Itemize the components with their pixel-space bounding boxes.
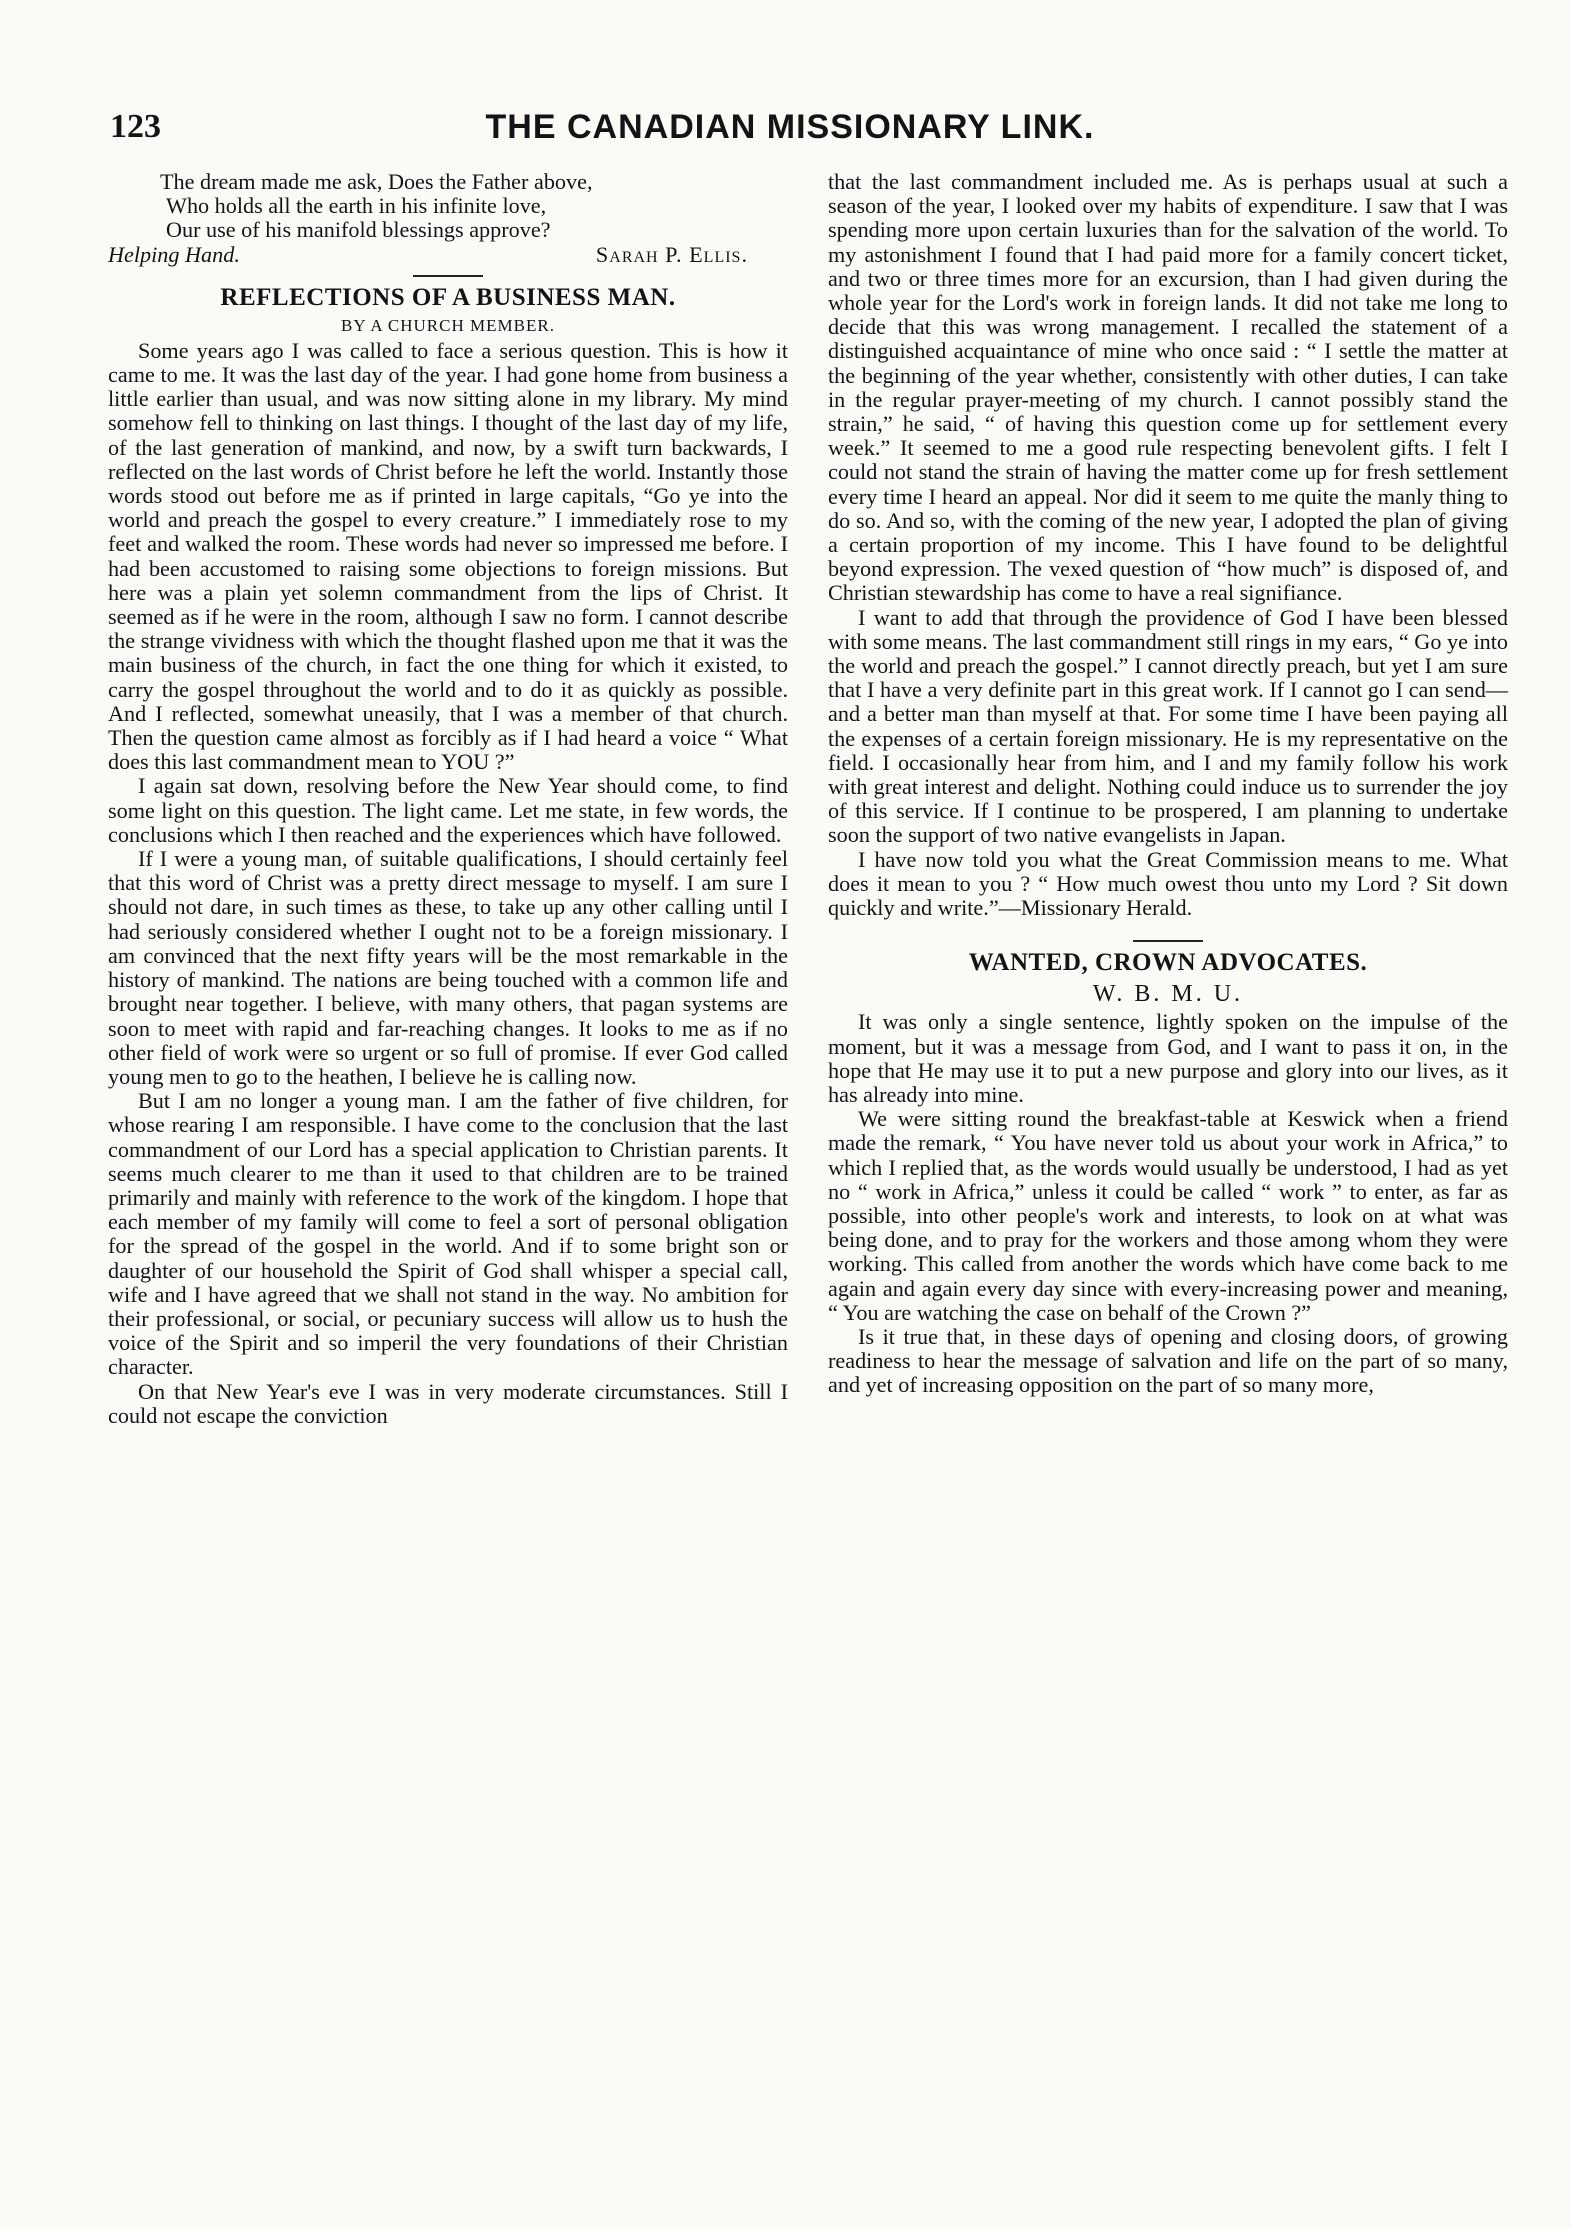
article-paragraph: Some years ago I was called to face a serious question. This is how it came to me. It was the last day of the year. I had gone home from business a little earlier than usual, and was now sitting alone in my library. My mind somehow fell to thinking on last things. I thought of the last day of my life, of the last generation of mankind, and now, by a swift turn backwards, I reflected on the last words of Christ before he left the world. Instantly those words stood out before me as if printed in large capitals, “Go ye into the world and preach the gospel to every creature.” I immediately rose to my feet and walked the room. These words had never so impressed me before. I had been accustomed to raising some objections to foreign missions. But here was a plain yet solemn commandment from the lips of Christ. It seemed as if he were in the room, although I saw no form. I cannot describe the strange vividness with which the thought flashed upon me that it was the main business of the church, in fact the one thing for which it existed, to carry the gospel throughout the world and to do it as quickly as possible. And I reflected, somewhat uneasily, that I was a member of that church. Then the question came almost as forcibly as if I had heard a voice “ What does this last commandment mean to YOU ?” xyxy=(108,337,788,775)
section-gap xyxy=(828,920,1508,938)
article-paragraph: We were sitting round the breakfast-table at Keswick when a friend made the remark, “ You have never told us about your work in Africa,” to which I replied that, as the words would usually be understood, I had as yet no “ work in Africa,” unless it could be called “ work ” to enter, as far as possible, into other people's work and interests, to look on at what was being done, and to pray for the workers and those among whom they were working. This called from another the words which have come back to me again and again every day since with every-increasing power and meaning, “ You are watching the case on behalf of the Crown ?” xyxy=(828,1106,1508,1325)
poem-source: Helping Hand. xyxy=(108,241,240,267)
article-paragraph: But I am no longer a young man. I am the father of five children, for whose rearing I am responsible. I have come to the conclusion that the last commandment of our Lord has a special application to Christian parents. It seems much clearer to me than it used to that children are to be trained primarily and mainly with reference to the work of the kingdom. I hope that each member of my family will come to feel a sort of personal obligation for the spread of the gospel in the world. And if to some bright son or daughter of our household the Spirit of God shall whisper a special call, wife and I have agreed that we shall not stand in the way. No ambition for their professional, or social, or pecuniary success will allow us to hush the voice of the Spirit and so imperil the very foundations of their Christian character. xyxy=(108,1088,788,1380)
poem-author: Sarah P. Ellis. xyxy=(595,241,748,267)
poem-line: The dream made me ask, Does the Father above, xyxy=(160,169,593,194)
article-paragraph: If I were a young man, of suitable qualifications, I should certainly feel that this word of Christ was a pretty direct message to myself. I am sure I should not dare, in such times as these, to take up any other calling until I had seriously considered whether I ought not to be a foreign missionary. I am convinced that the next fifty years will be the most remarkable in the history of mankind. The nations are being touched with a common life and brought near together. I believe, with many others, that pagan systems are soon to meet with rapid and far-reaching changes. It looks to me as if no other field of work were so urgent or so full of promise. If ever God called young men to go to the heathen, I believe he is calling now. xyxy=(108,846,788,1089)
section-divider xyxy=(1133,940,1203,942)
article-paragraph: I have now told you what the Great Commission means to me. What does it mean to you ? “ How much owest thou unto my Lord ? Sit down quickly and write.”—Missionary Herald. xyxy=(828,846,1508,921)
poem-fragment xyxy=(108,170,788,267)
article-paragraph-continuation: that the last commandment included me. As is perhaps usual at such a season of the year, I looked over my habits of expenditure. I saw that I was spending more upon certain luxuries than for the salvation of the world. To my astonishment I found that I had paid more for a family concert ticket, and two or three times more for an excursion, than I had given during the whole year for the Lord's work in foreign lands. It did not take me long to decide that this was wrong management. I recalled the statement of a distinguished acquaintance of mine who once said : “ I settle the matter at the beginning of the year whether, consistently with other duties, I can take in the regular prayer-meeting of my church. I cannot possibly stand the strain,” he said, “ of having this question come up for settlement every week.” It seemed to me a good rule respecting benevolent gifts. I felt I could not stand the strain of having the matter come up for fresh settlement every time I heard an appeal. Nor did it seem to me quite the manly thing to do so. And so, with the coming of the new year, I adopted the plan of giving a certain proportion of my income. This I have found to be delightful beyond expression. The vexed question of “how much” is disposed of, and Christian stewardship has come to have a real signifiance. xyxy=(828,169,1508,606)
article-paragraph-continued: On that New Year's eve I was in very moderate circumstances. Still I could not escape the conviction xyxy=(108,1378,788,1428)
page-number: 123 xyxy=(110,108,161,145)
article-title: REFLECTIONS OF A BUSINESS MAN. xyxy=(220,283,676,311)
poem-line: Who holds all the earth in his infinite love, xyxy=(166,193,547,219)
left-column xyxy=(108,170,788,1428)
article-paragraph: It was only a single sentence, lightly spoken on the impulse of the moment, but it was a message from God, and I want to pass it on, in the hope that He may use it to put a new purpose and glory into our lives, as it has already into mine. xyxy=(828,1009,1508,1107)
article-paragraph: I again sat down, resolving before the New Year should come, to find some light on this question. The light came. Let me state, in few words, the conclusions which I then reached and the experiences which have followed. xyxy=(108,773,788,847)
poem-line: Our use of his manifold blessings approve? xyxy=(166,217,551,243)
article-title: WANTED, CROWN ADVOCATES. xyxy=(968,949,1368,977)
page-header xyxy=(110,108,1470,150)
article-paragraph: Is it true that, in these days of opening and closing doors, of growing readiness to hear the message of salvation and life on the part of so many, and yet of increasing opposition on the part of so many more, xyxy=(828,1323,1508,1398)
article-byline: W. B. M. U. xyxy=(1092,981,1244,1008)
article-paragraph: I want to add that through the providence of God I have been blessed with some means. The last commandment still rings in my ears, “ Go ye into the world and preach the gospel.” I cannot directly preach, but yet I am sure that I have a very definite part in this great work. If I cannot go I can send—and a better man than myself at that. For some time I have been paying all the expenses of a certain foreign missionary. He is my representative on the field. I occasionally hear from him, and I and my family follow his work with great interest and delight. Nothing could induce us to surrender the joy of this service. If I continue to be prospered, I am planning to undertake soon the support of two native evangelists in Japan. xyxy=(828,604,1508,848)
section-divider xyxy=(413,275,483,277)
article-byline: BY A CHURCH MEMBER. xyxy=(341,315,555,335)
right-column xyxy=(828,170,1508,1398)
poem-attribution xyxy=(108,243,788,267)
running-head: THE CANADIAN MISSIONARY LINK. xyxy=(485,108,1095,146)
